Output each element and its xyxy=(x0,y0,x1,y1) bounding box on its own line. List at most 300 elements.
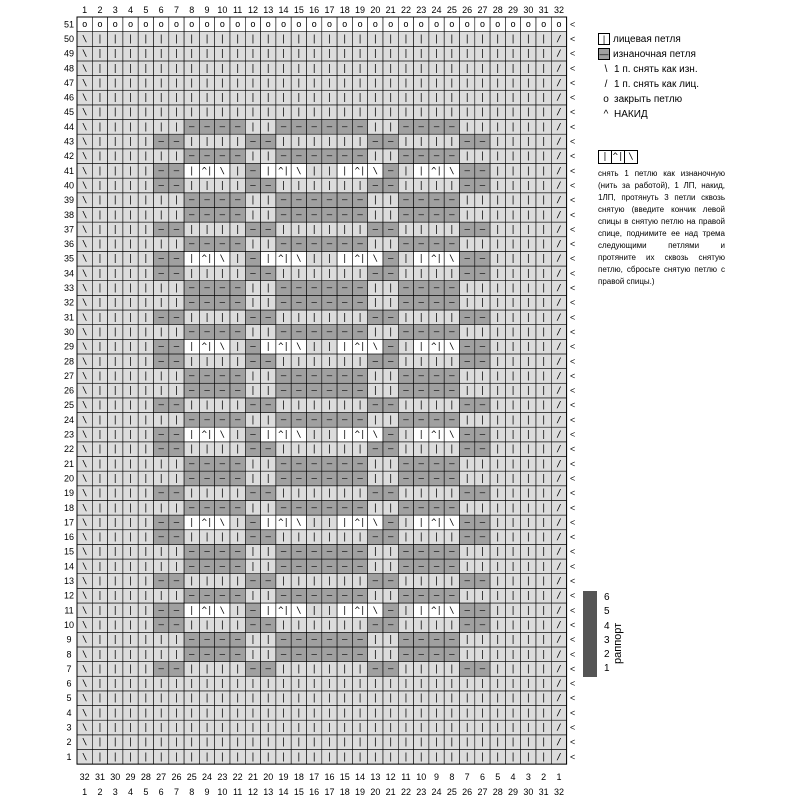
chart-cell-symbol: | xyxy=(234,49,241,60)
chart-cell-symbol: — xyxy=(280,239,287,250)
chart-cell-symbol: — xyxy=(464,137,470,148)
chart-cell-symbol: / xyxy=(556,137,562,148)
chart-cell-symbol: | xyxy=(495,591,501,602)
chart-cell-symbol: — xyxy=(449,503,455,514)
chart-cell-symbol: | xyxy=(540,371,547,382)
chart-cell-symbol: | xyxy=(143,547,149,558)
chart-cell-symbol: | xyxy=(112,371,118,382)
chart-cell-symbol: | xyxy=(311,430,317,441)
chart-cell-symbol: | xyxy=(510,107,516,118)
chart-cell-symbol: | xyxy=(97,166,103,177)
chart-cell-symbol: | xyxy=(357,63,363,74)
chart-cell-symbol: | xyxy=(127,268,134,279)
chart-cell-symbol: — xyxy=(357,503,363,514)
chart-cell-symbol: | xyxy=(479,752,486,763)
chart-cell-symbol: — xyxy=(158,517,164,528)
chart-cell-symbol: | xyxy=(540,532,547,543)
chart-cell-symbol: — xyxy=(158,620,164,631)
chart-cell-symbol: \ xyxy=(81,371,88,382)
chart-cell-symbol: | xyxy=(173,693,180,704)
chart-cell-symbol: | xyxy=(219,34,226,45)
chart-cell-symbol: | xyxy=(479,737,486,748)
chart-cell-symbol: | xyxy=(372,122,379,133)
chart-cell-symbol: | xyxy=(219,356,226,367)
chart-cell-symbol: o xyxy=(464,19,470,30)
chart-cell-symbol: — xyxy=(219,503,226,514)
chart-cell-symbol: | xyxy=(540,752,547,763)
chart-cell-symbol: | xyxy=(158,459,164,470)
row-arrow: < xyxy=(569,165,576,176)
chart-cell-symbol: ^| xyxy=(278,430,289,441)
chart-cell-symbol: | xyxy=(433,576,440,587)
chart-cell-symbol: | xyxy=(280,532,287,543)
chart-cell-symbol: | xyxy=(189,34,195,45)
chart-cell-symbol: | xyxy=(342,107,348,118)
chart-cell-symbol: — xyxy=(204,195,210,206)
column-label-bottom-reversed: 10 xyxy=(416,772,427,783)
chart-cell-symbol: | xyxy=(127,254,134,265)
chart-cell-symbol: — xyxy=(280,503,287,514)
row-arrow: < xyxy=(569,751,576,762)
chart-cell-symbol: | xyxy=(280,137,287,148)
chart-cell-symbol: — xyxy=(433,298,440,309)
column-label-top: 28 xyxy=(492,5,503,15)
chart-cell-symbol: | xyxy=(219,78,226,89)
chart-cell-symbol: \ xyxy=(81,63,88,74)
chart-cell-symbol: | xyxy=(495,444,501,455)
chart-cell-symbol: | xyxy=(464,591,470,602)
chart-cell-symbol: | xyxy=(357,268,363,279)
chart-cell-symbol: — xyxy=(342,561,348,572)
chart-cell-symbol: | xyxy=(495,93,501,104)
chart-cell-symbol: | xyxy=(372,107,379,118)
chart-cell-symbol: | xyxy=(387,561,394,572)
chart-cell-symbol: | xyxy=(173,737,180,748)
row-number: 40 xyxy=(63,180,75,191)
chart-cell-symbol: ^| xyxy=(201,342,213,353)
row-arrow: < xyxy=(569,444,576,455)
column-label-top: 3 xyxy=(112,5,118,15)
chart-cell-symbol: | xyxy=(143,137,149,148)
chart-cell-symbol: | xyxy=(311,605,317,616)
chart-cell-symbol: — xyxy=(479,268,486,279)
chart-cell-symbol: — xyxy=(479,342,486,353)
chart-cell-symbol: — xyxy=(464,254,470,265)
chart-cell-symbol: | xyxy=(525,415,532,426)
chart-cell-symbol: | xyxy=(510,224,516,235)
chart-cell-symbol: o xyxy=(433,19,440,30)
chart-cell-symbol: | xyxy=(97,532,103,543)
chart-cell-symbol: | xyxy=(127,298,134,309)
column-label-bottom: 11 xyxy=(232,787,243,798)
chart-cell-symbol: | xyxy=(143,679,149,690)
chart-cell-symbol: | xyxy=(372,459,379,470)
chart-cell-symbol: | xyxy=(387,283,394,294)
row-arrow: < xyxy=(569,561,576,572)
row-number: 3 xyxy=(66,722,72,733)
row-number: 13 xyxy=(63,576,75,587)
chart-cell-symbol: | xyxy=(127,561,134,572)
chart-cell-symbol: | xyxy=(326,430,333,441)
chart-cell-symbol: — xyxy=(234,503,241,514)
chart-cell-symbol: o xyxy=(495,19,501,30)
chart-cell-symbol: | xyxy=(510,415,516,426)
chart-cell-symbol: — xyxy=(280,635,287,646)
chart-cell-symbol: | xyxy=(540,107,547,118)
stitch-box-cell: \ xyxy=(624,150,638,164)
chart-cell-symbol: | xyxy=(525,517,532,528)
chart-cell-symbol: | xyxy=(127,576,134,587)
chart-cell-symbol: | xyxy=(158,195,164,206)
chart-cell-symbol: — xyxy=(433,151,440,162)
chart-cell-symbol: | xyxy=(265,649,271,660)
chart-cell-symbol: — xyxy=(219,195,226,206)
chart-cell-symbol: | xyxy=(234,400,241,411)
chart-cell-symbol: | xyxy=(357,93,363,104)
chart-cell-symbol: | xyxy=(265,752,271,763)
chart-cell-symbol: — xyxy=(250,180,256,191)
chart-cell-symbol: | xyxy=(540,708,547,719)
chart-cell-symbol: — xyxy=(234,283,241,294)
chart-cell-symbol: — xyxy=(433,591,440,602)
chart-cell-symbol: — xyxy=(280,386,287,397)
chart-cell-symbol: — xyxy=(234,561,241,572)
chart-cell-symbol: — xyxy=(403,459,409,470)
chart-cell-symbol: | xyxy=(158,327,164,338)
chart-cell-symbol: | xyxy=(326,444,333,455)
chart-cell-symbol: | xyxy=(311,180,317,191)
chart-cell-symbol: — xyxy=(342,210,348,221)
chart-cell-symbol: | xyxy=(127,591,134,602)
chart-cell-symbol: \ xyxy=(81,752,88,763)
chart-cell-symbol: — xyxy=(418,503,424,514)
chart-cell-symbol: | xyxy=(418,693,424,704)
chart-cell-symbol: — xyxy=(464,664,470,675)
chart-cell-symbol: | xyxy=(464,63,470,74)
chart-cell-symbol: | xyxy=(540,400,547,411)
chart-cell-symbol: — xyxy=(158,137,164,148)
chart-cell-symbol: | xyxy=(510,268,516,279)
chart-cell-symbol: — xyxy=(265,137,271,148)
chart-cell-symbol: | xyxy=(510,488,516,499)
chart-cell-symbol: | xyxy=(112,356,118,367)
row-number: 4 xyxy=(66,707,72,718)
repeat-row-number: 6 xyxy=(604,592,610,603)
chart-cell-symbol: | xyxy=(173,63,180,74)
chart-cell-symbol: — xyxy=(387,620,394,631)
chart-cell-symbol: o xyxy=(311,19,317,30)
chart-cell-symbol: — xyxy=(479,180,486,191)
chart-cell-symbol: | xyxy=(387,693,394,704)
chart-cell-symbol: \ xyxy=(81,224,88,235)
chart-cell-symbol: | xyxy=(250,63,256,74)
chart-cell-symbol: / xyxy=(556,63,562,74)
chart-cell-symbol: — xyxy=(311,371,317,382)
chart-cell-symbol: | xyxy=(296,488,302,499)
row-number: 12 xyxy=(63,590,75,601)
chart-cell-symbol: | xyxy=(342,723,348,734)
chart-cell-symbol: | xyxy=(418,268,424,279)
chart-cell-symbol: / xyxy=(556,547,562,558)
chart-cell-symbol: | xyxy=(280,620,287,631)
chart-cell-symbol: — xyxy=(403,283,409,294)
chart-cell-symbol: — xyxy=(433,503,440,514)
row-number: 11 xyxy=(64,605,74,616)
chart-cell-symbol: | xyxy=(495,488,501,499)
chart-cell-symbol: — xyxy=(326,635,333,646)
chart-cell-symbol: — xyxy=(357,635,363,646)
chart-cell-symbol: | xyxy=(265,723,271,734)
chart-cell-symbol: | xyxy=(173,386,180,397)
chart-cell-symbol: — xyxy=(158,312,164,323)
row-number: 19 xyxy=(63,488,75,499)
chart-cell-symbol: — xyxy=(280,283,287,294)
chart-cell-symbol: | xyxy=(525,356,532,367)
chart-cell-symbol: | xyxy=(342,49,348,60)
chart-cell-symbol: | xyxy=(265,708,271,719)
chart-cell-symbol: / xyxy=(556,298,562,309)
chart-cell-symbol: — xyxy=(204,635,210,646)
column-label-bottom-reversed: 26 xyxy=(171,772,182,783)
chart-cell-symbol: | xyxy=(326,254,333,265)
chart-cell-symbol: \ xyxy=(449,605,455,616)
row-arrow: < xyxy=(569,180,576,191)
chart-cell-symbol: | xyxy=(418,34,424,45)
chart-cell-symbol: | xyxy=(433,224,440,235)
column-label-top: 5 xyxy=(143,5,149,15)
chart-cell-symbol: — xyxy=(296,151,302,162)
chart-cell-symbol: | xyxy=(189,605,195,616)
chart-cell-symbol: — xyxy=(296,473,302,484)
chart-cell-symbol: | xyxy=(127,488,134,499)
chart-cell-symbol: — xyxy=(296,195,302,206)
chart-cell-symbol: | xyxy=(433,93,440,104)
chart-cell-symbol: | xyxy=(143,78,149,89)
chart-cell-symbol: | xyxy=(525,78,532,89)
chart-cell-symbol: | xyxy=(143,268,149,279)
chart-cell-symbol: | xyxy=(525,63,532,74)
chart-cell-symbol: | xyxy=(250,503,256,514)
chart-cell-symbol: | xyxy=(158,591,164,602)
chart-cell-symbol: — xyxy=(280,210,287,221)
chart-cell-symbol: | xyxy=(265,49,271,60)
chart-cell-symbol: | xyxy=(173,93,180,104)
chart-cell-symbol: — xyxy=(326,327,333,338)
chart-cell-symbol: | xyxy=(464,151,470,162)
chart-cell-symbol: | xyxy=(433,488,440,499)
chart-cell-symbol: — xyxy=(234,327,241,338)
chart-cell-symbol: | xyxy=(525,122,532,133)
chart-cell-symbol: | xyxy=(112,151,118,162)
column-label-bottom-reversed: 6 xyxy=(479,772,485,783)
chart-cell-symbol: | xyxy=(250,34,256,45)
chart-cell-symbol: — xyxy=(234,371,241,382)
chart-cell-symbol: | xyxy=(311,78,317,89)
column-label-bottom: 6 xyxy=(158,787,164,798)
chart-cell-symbol: | xyxy=(510,635,516,646)
chart-cell-symbol: | xyxy=(112,576,118,587)
chart-cell-symbol: | xyxy=(112,723,118,734)
chart-cell-symbol: | xyxy=(311,532,317,543)
chart-cell-symbol: | xyxy=(97,459,103,470)
chart-cell-symbol: | xyxy=(296,723,302,734)
chart-cell-symbol: | xyxy=(540,488,547,499)
chart-cell-symbol: | xyxy=(403,342,409,353)
chart-cell-symbol: \ xyxy=(81,122,88,133)
chart-cell-symbol: \ xyxy=(219,254,226,265)
chart-cell-symbol: | xyxy=(189,312,195,323)
chart-cell-symbol: | xyxy=(296,356,302,367)
chart-cell-symbol: | xyxy=(234,605,241,616)
row-arrow: < xyxy=(569,107,576,118)
knit-swatch-icon: | xyxy=(598,33,610,45)
chart-cell-symbol: | xyxy=(173,679,180,690)
chart-cell-symbol: | xyxy=(387,107,394,118)
chart-cell-symbol: \ xyxy=(81,356,88,367)
chart-cell-symbol: | xyxy=(433,723,440,734)
chart-cell-symbol: | xyxy=(143,166,149,177)
chart-cell-symbol: | xyxy=(372,708,379,719)
chart-cell-symbol: — xyxy=(403,327,409,338)
chart-cell-symbol: — xyxy=(173,312,180,323)
chart-cell-symbol: | xyxy=(250,459,256,470)
chart-cell-symbol: | xyxy=(433,752,440,763)
chart-cell-symbol: \ xyxy=(81,283,88,294)
chart-cell-symbol: | xyxy=(311,312,317,323)
chart-cell-symbol: | xyxy=(510,93,516,104)
chart-cell-symbol: — xyxy=(204,122,210,133)
chart-cell-symbol: — xyxy=(464,356,470,367)
chart-cell-symbol: | xyxy=(479,122,486,133)
chart-cell-symbol: — xyxy=(296,210,302,221)
row-arrow: < xyxy=(569,136,576,147)
chart-cell-symbol: | xyxy=(311,63,317,74)
column-label-bottom: 8 xyxy=(189,787,195,798)
chart-cell-symbol: — xyxy=(449,371,455,382)
chart-cell-symbol: ^| xyxy=(354,605,366,616)
chart-cell-symbol: | xyxy=(342,224,348,235)
chart-cell-symbol: | xyxy=(204,49,210,60)
chart-cell-symbol: — xyxy=(204,503,210,514)
chart-cell-symbol: \ xyxy=(81,49,88,60)
chart-cell-symbol: | xyxy=(342,254,348,265)
chart-cell-symbol: o xyxy=(449,19,455,30)
chart-cell-symbol: | xyxy=(250,78,256,89)
chart-cell-symbol: | xyxy=(127,63,134,74)
chart-cell-symbol: | xyxy=(342,752,348,763)
chart-cell-symbol: | xyxy=(296,576,302,587)
chart-cell-symbol: | xyxy=(510,386,516,397)
column-label-bottom-reversed: 1 xyxy=(556,772,562,783)
chart-cell-symbol: | xyxy=(525,137,532,148)
row-arrow: < xyxy=(569,532,576,543)
chart-cell-symbol: | xyxy=(219,620,226,631)
chart-cell-symbol: — xyxy=(265,444,271,455)
chart-cell-symbol: — xyxy=(189,210,195,221)
chart-cell-symbol: — xyxy=(357,649,363,660)
chart-cell-symbol: | xyxy=(204,312,210,323)
chart-cell-symbol: — xyxy=(234,591,241,602)
chart-cell-symbol: — xyxy=(326,473,333,484)
row-arrow: < xyxy=(569,341,576,352)
row-arrow: < xyxy=(569,429,576,440)
chart-cell-symbol: | xyxy=(449,49,455,60)
chart-cell-symbol: | xyxy=(158,693,164,704)
chart-cell-symbol: — xyxy=(464,532,470,543)
chart-cell-symbol: / xyxy=(556,386,562,397)
chart-cell-symbol: | xyxy=(143,356,149,367)
column-label-bottom-reversed: 17 xyxy=(309,772,320,783)
chart-cell-symbol: — xyxy=(250,532,256,543)
chart-cell-symbol: — xyxy=(158,268,164,279)
chart-cell-symbol: | xyxy=(540,473,547,484)
column-label-bottom-reversed: 27 xyxy=(156,772,167,783)
chart-cell-symbol: | xyxy=(143,605,149,616)
chart-cell-symbol: | xyxy=(342,63,348,74)
chart-cell-symbol: — xyxy=(173,664,180,675)
chart-cell-symbol: — xyxy=(280,459,287,470)
chart-cell-symbol: | xyxy=(510,312,516,323)
chart-cell-symbol: — xyxy=(296,459,302,470)
chart-cell-symbol: | xyxy=(464,239,470,250)
column-label-top: 25 xyxy=(446,5,457,15)
chart-cell-symbol: — xyxy=(173,488,180,499)
chart-cell-symbol: — xyxy=(342,122,348,133)
chart-cell-symbol: | xyxy=(234,444,241,455)
chart-cell-symbol: — xyxy=(372,488,379,499)
chart-cell-symbol: | xyxy=(265,561,271,572)
chart-cell-symbol: \ xyxy=(81,107,88,118)
chart-cell-symbol: | xyxy=(510,459,516,470)
chart-cell-symbol: — xyxy=(158,180,164,191)
chart-cell-symbol: | xyxy=(403,605,409,616)
chart-cell-symbol: | xyxy=(495,503,501,514)
chart-cell-symbol: | xyxy=(495,122,501,133)
chart-cell-symbol: | xyxy=(143,327,149,338)
chart-cell-symbol: | xyxy=(540,122,547,133)
chart-cell-symbol: o xyxy=(219,19,226,30)
chart-cell-symbol: | xyxy=(311,49,317,60)
row-arrow: < xyxy=(569,33,576,44)
chart-cell-symbol: | xyxy=(357,664,363,675)
chart-cell-symbol: | xyxy=(265,327,271,338)
column-label-bottom: 4 xyxy=(128,787,134,798)
chart-cell-symbol: — xyxy=(280,327,287,338)
chart-cell-symbol: | xyxy=(143,180,149,191)
row-number: 26 xyxy=(63,385,75,396)
chart-cell-symbol: | xyxy=(403,224,409,235)
chart-cell-symbol: — xyxy=(387,268,394,279)
chart-cell-symbol: | xyxy=(372,693,379,704)
chart-cell-symbol: — xyxy=(433,415,440,426)
column-label-bottom-reversed: 8 xyxy=(449,772,455,783)
chart-cell-symbol: — xyxy=(219,283,226,294)
chart-cell-symbol: — xyxy=(326,239,333,250)
chart-cell-symbol: o xyxy=(112,19,118,30)
chart-cell-symbol: | xyxy=(418,400,424,411)
chart-cell-symbol: | xyxy=(540,224,547,235)
chart-cell-symbol: | xyxy=(418,679,424,690)
chart-cell-symbol: — xyxy=(387,166,394,177)
chart-cell-symbol: | xyxy=(112,473,118,484)
row-number: 49 xyxy=(63,48,75,59)
chart-cell-symbol: — xyxy=(449,239,455,250)
chart-cell-symbol: | xyxy=(464,723,470,734)
column-label-bottom-reversed: 7 xyxy=(464,772,470,783)
chart-cell-symbol: — xyxy=(250,312,256,323)
chart-cell-symbol: | xyxy=(387,503,394,514)
chart-cell-symbol: | xyxy=(326,400,333,411)
